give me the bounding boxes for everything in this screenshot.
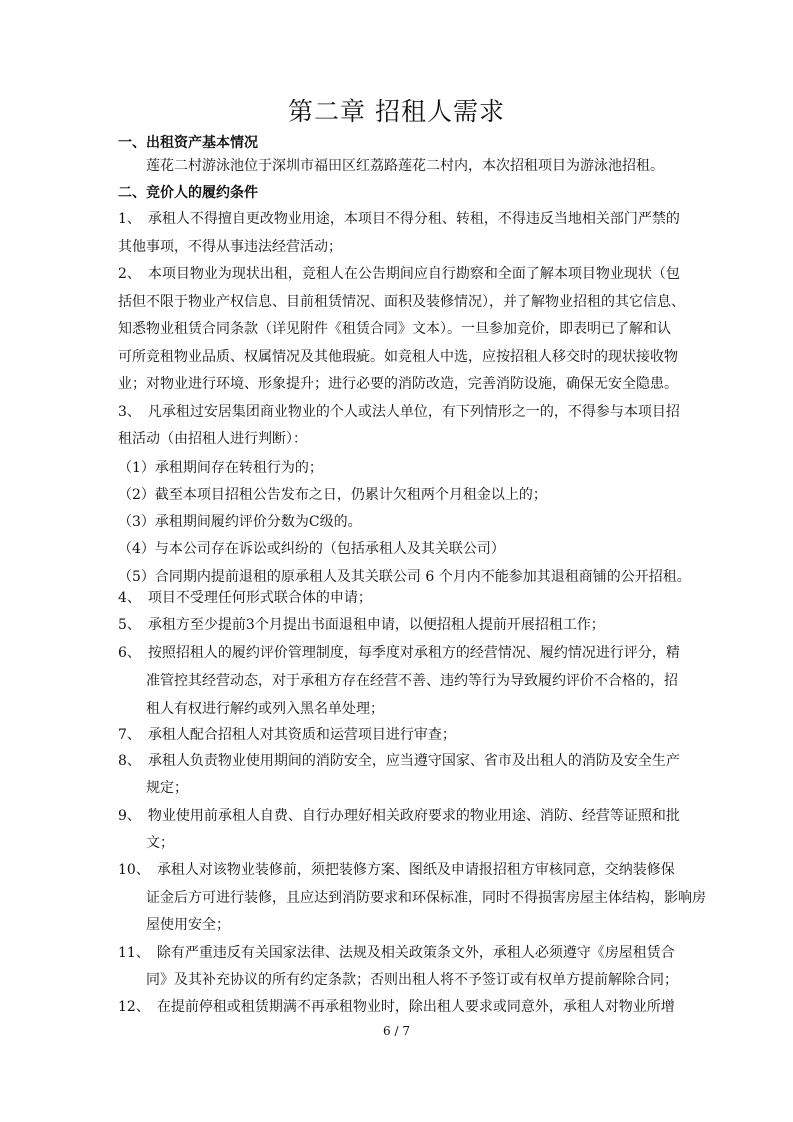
- text-line: 括但不限于物业产权信息、目前租赁情况、面积及装修情况），并了解物业招租的其它信息、: [118, 294, 685, 310]
- text-line: 12、 在提前停租或租赁期满不再承租物业时，除出租人要求或同意外，承租人对物业所增: [118, 999, 675, 1015]
- text-line: 屋使用安全；: [146, 917, 230, 933]
- text-line: 业；对物业进行环境、形象提升；进行必要的消防改造，完善消防设施，确保无安全隐患。: [118, 376, 678, 392]
- text-line: （5）合同期内提前退租的原承租人及其关联公司 6 个月内不能参加其退租商铺的公开招租。: [118, 569, 691, 585]
- section-1-paragraph: 莲花二村游泳池位于深圳市福田区红荔路莲花二村内，本次招租项目为游泳池招租。: [146, 158, 664, 174]
- page-number: 6 / 7: [383, 1024, 410, 1038]
- text-line: （1）承租期间存在转租行为的；: [118, 460, 323, 476]
- text-line: 6、 按照招租人的履约评价管理制度，每季度对承租方的经营情况、履约情况进行评分，精: [118, 645, 680, 661]
- text-line: 9、 物业使用前承租人自费、自行办理好相关政府要求的物业用途、消防、经营等证照和批: [118, 808, 680, 824]
- text-line: 2、 本项目物业为现状出租，竞租人在公告期间应自行勘察和全面了解本项目物业现状（包: [118, 266, 680, 282]
- text-line: 11、 除有严重违反有关国家法律、法规及相关政策条文外，承租人必须遵守《房屋租赁合: [118, 945, 675, 961]
- text-line: 租活动（由招租人进行判断）：: [118, 431, 307, 447]
- text-line: 5、 承租方至少提前3个月提出书面退租申请，以便招租人提前开展招租工作；: [118, 617, 605, 633]
- text-line: 3、 凡承租过安居集团商业物业的个人或法人单位，有下列情形之一的，不得参与本项目招: [118, 404, 680, 420]
- text-line: （4）与本公司存在诉讼或纠纷的（包括承租人及其关联公司）: [118, 541, 505, 557]
- page-title: 第二章 招租人需求: [288, 97, 505, 126]
- text-line: 租人有权进行解约或列入黑名单处理；: [146, 701, 384, 717]
- text-line: 同》及其补充协议的所有约定条款；否则出租人将不予签订或有权单方提前解除合同；: [146, 972, 678, 988]
- text-line: 其他事项，不得从事违法经营活动；: [118, 239, 342, 255]
- text-line: 1、 承租人不得擅自更改物业用途，本项目不得分租、转租，不得违反当地相关部门严禁的: [118, 211, 680, 227]
- text-line: 规定；: [146, 780, 188, 796]
- text-line: 可所竞租物业品质、权属情况及其他瑕疵。如竞租人中选，应按招租人移交时的现状接收物: [118, 349, 678, 365]
- text-line: （3）承租期间履约评价分数为C级的。: [118, 514, 362, 530]
- text-line: 7、 承租人配合招租人对其资质和运营项目进行审查；: [118, 727, 456, 743]
- text-line: （2）截至本项目招租公告发布之日，仍累计欠租两个月租金以上的；: [118, 487, 547, 503]
- text-line: 证金后方可进行装修，且应达到消防要求和环保标准，同时不得损害房屋主体结构，影响房: [146, 890, 706, 906]
- text-line: 知悉物业租赁合同条款（详见附件《租赁合同》文本）。一旦参加竞价，即表明已了解和认: [118, 321, 671, 337]
- text-line: 文；: [146, 835, 174, 851]
- text-line: 10、 承租人对该物业装修前，须把装修方案、图纸及申请报招租方审核同意，交纳装修保: [118, 862, 675, 878]
- text-line: 8、 承租人负责物业使用期间的消防安全，应当遵守国家、省市及出租人的消防及安全生产: [118, 753, 680, 769]
- section-heading-2: 二、竞价人的履约条件: [118, 185, 258, 201]
- section-heading-1: 一、出租资产基本情况: [118, 135, 258, 151]
- text-line: 4、 项目不受理任何形式联合体的申请；: [118, 590, 372, 606]
- text-line: 准管控其经营动态，对于承租方存在经营不善、违约等行为导致履约评价不合格的，招: [146, 673, 678, 689]
